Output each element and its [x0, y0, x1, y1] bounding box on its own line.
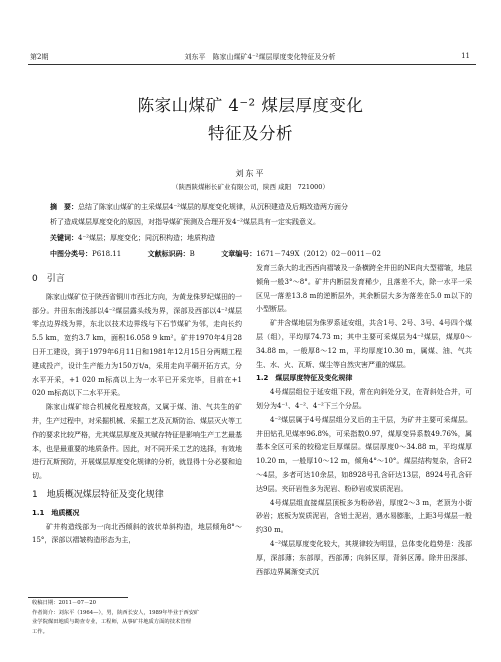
page-number: 11 — [461, 52, 470, 60]
subsection-heading: 1.1 地质概况 — [32, 508, 80, 517]
right-column — [256, 262, 472, 579]
author-bio-line2: 业学院煤田地质与勘查专业，工程师，从事矿井地质方面的技术管理 — [32, 619, 191, 625]
keywords-text: 4⁻²煤层；厚度变化；同沉积构造；地质构造 — [78, 234, 215, 242]
paragraph: 矿井构造线部为一向北西倾斜的波状单斜构造，地层倾角8°～15°，深部以褶皱构造形态为主， — [32, 522, 242, 545]
subsection-heading: 1.2 煤层厚度特征及变化规律 — [256, 374, 353, 383]
header-rule — [28, 64, 476, 65]
article-title-line1: 陈家山煤矿 4⁻² 煤层厚度变化 — [137, 96, 364, 115]
keywords-label: 关键词： — [50, 233, 78, 242]
footnote-rule — [28, 597, 128, 598]
section-heading: 1 地质概况煤层特征及变化规律 — [32, 489, 164, 500]
paragraph: 4号煤层组位于延安组下段，常在向斜处分叉，在背斜处合并，可划分为4⁻¹、4⁻²、4⁻²下三个分层。 — [256, 388, 472, 410]
paragraph-continued: 发育三条大的北西西向褶皱及一条横跨全井田的NE向大型褶皱，地层倾角一般3°～8°。矿井内断层发育稀少，且落差不大，除一水平一采区见一落差13.8 m的逆断层外，其余断层大多为落差在5.0 m以下的小型断层。 — [256, 264, 472, 314]
footnote — [32, 599, 242, 637]
left-column — [32, 268, 242, 548]
paragraph: 4⁻²煤层厚度变化较大，其规律较为明显，总体变化趋势是：浅部厚，深部薄；东部厚，西部薄；向斜区厚，背斜区薄。除井田深部、西部边界属渐变式沉 — [256, 539, 472, 576]
abstract-line2: 析了造成煤层厚度变化的原因，对指导煤矿预测及合理开发4⁻²煤层具有一定实践意义。 — [50, 218, 320, 226]
clc-label: 中图分类号： — [50, 249, 92, 258]
article-title-line2: 特征及分析 — [208, 124, 293, 143]
paragraph: 陈家山煤矿位于陕西省铜川市西北方向，为黄龙侏罗纪煤田的一部分。井田东南浅部以4⁻²煤层露头线为界，深部及西部以4⁻²煤层零点边界线为界，东北以技术边界线与下石节煤矿为邻，走向长约5.5 km，宽约3.7 km，面积16.058 9 km²。矿井1970年4月28日开工建设，到于1979年6月11日和1981年12月15日分两期工程建成投产，设计生产能力为150万t/a，采用走向平硐开拓方式，分水平开采，+1 020 m标高以上为一水平已开采完毕，目前在+1 020 m标高以下二水平开采。 — [32, 292, 242, 398]
author: 刘东平 — [235, 169, 266, 178]
abstract — [50, 199, 460, 262]
abstract-line1: 总结了陈家山煤矿的主采煤层4⁻²煤层的厚度变化规律，从沉积建造及后期改造两方面分 — [78, 203, 348, 211]
paragraph: 4号煤层组直接煤层顶板多为粉砂岩，厚度2～3 m，老顶为小街砂岩；底板为炭质泥岩，含铝土泥岩，遇水易膨胀，上距3号煤层一般约30 m。 — [256, 498, 472, 535]
affiliation: （陕西陕煤彬长矿业有限公司，陕西 咸阳 721000） — [172, 183, 329, 191]
running-title: 刘东平 陈家山煤矿4⁻²煤层厚度变化特征及分析 — [184, 53, 336, 61]
paragraph: 4⁻²煤层属于4号煤层组分叉后的主干层，为矿井主要可采煤层。井田钻孔见煤率96.8%，可采指数0.97，煤厚变异系数49.76%，属基本全区可采的较稳定巨厚煤层。煤层厚度0～34.88 m，平均煤厚10.20 m，一般厚10～12 m，倾角4°～10°。煤层结构复杂，含矸2～4层，多者可达10余层，如8928号孔含矸达13层，8924号孔含矸达9层。夹矸岩性多为泥岩、粉砂岩或炭质泥岩。 — [256, 415, 472, 493]
paragraph: 矿井含煤地层为侏罗系延安组，共含1号、2号、3号、4号四个煤层（组），平均厚74.73 m；其中主要可采煤层为4⁻²煤层，煤厚0～34.88 m，一般厚8～12 m，平均厚度10.30 m，属煤、油、气共生、水、火、瓦斯、煤尘等自然灾害严重的煤层。 — [256, 319, 472, 369]
author-bio-line3: 工作。 — [32, 628, 48, 635]
received-date: 收稿日期：2011－07－20 — [32, 600, 97, 606]
classification-line — [50, 246, 460, 262]
clc-code: P618.11 — [92, 250, 122, 258]
paragraph: 陈家山煤矿综合机械化程度较高，又属于煤、油、气共生的矿井，生产过程中，对采掘机械、采掘工艺及瓦斯防治、煤层灭火等工作的要求比较严格，尤其煤层厚度及其赋存特征是影响生产工艺最基本，也是最重要的地质条件。因此，对不同开采工艺的选择，有效地进行瓦斯预防，开展煤层厚度变化规律的分析，就显得十分必要和迫切。 — [32, 403, 242, 481]
section-heading: 0 引言 — [32, 274, 65, 284]
author-bio-line1: 作者简介：刘东平（1964—），男，陕西长安人，1989年毕业于西安矿 — [32, 609, 200, 616]
abstract-label: 摘 要： — [50, 202, 78, 211]
article-id-label: 文章编号： — [221, 249, 257, 258]
article-id: 1671－749X（2012）02－0011－02 — [256, 250, 381, 258]
issue-number: 第2期 — [30, 53, 49, 61]
doc-code: B — [189, 250, 195, 258]
doc-code-label: 文献标识码： — [147, 249, 190, 258]
